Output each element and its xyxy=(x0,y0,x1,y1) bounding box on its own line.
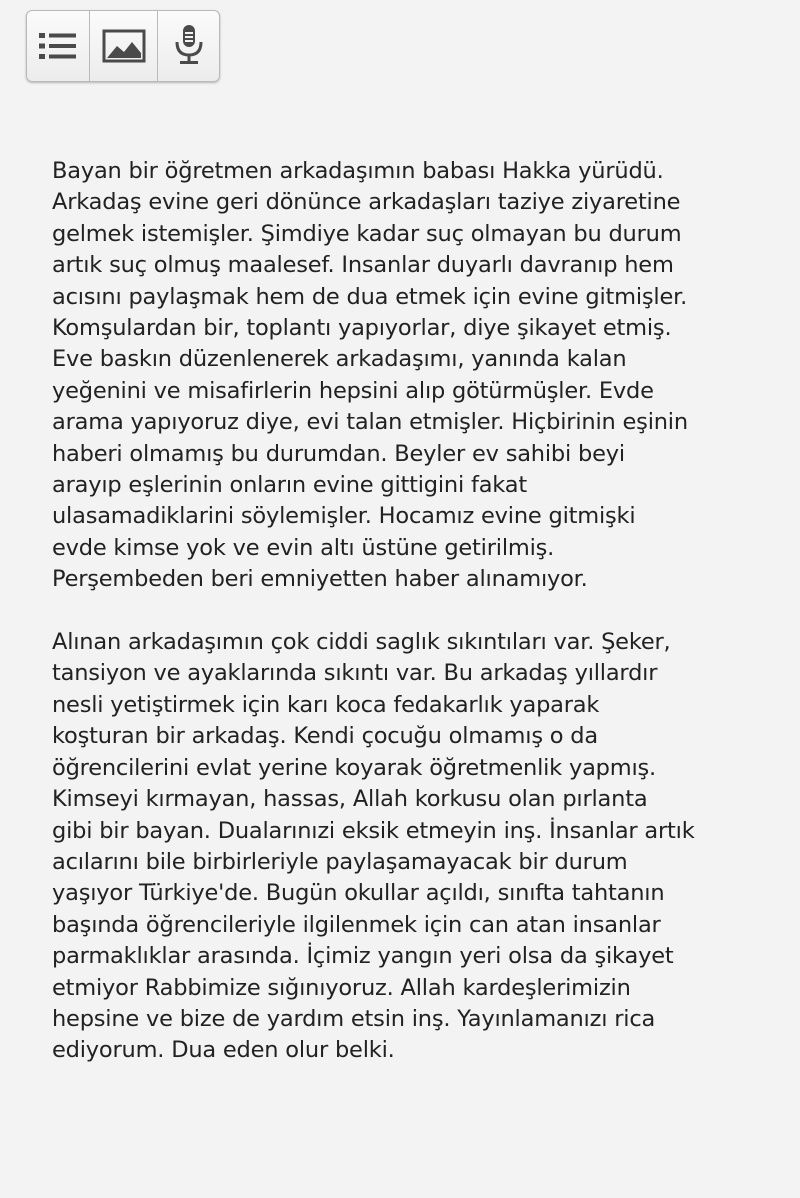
text-line: Alınan arkadaşımın çok ciddi saglık sıkıntıları var. Şeker, xyxy=(52,629,671,656)
text-line: arama yapıyoruz diye, evi talan etmişler. Hiçbirinin eşinin xyxy=(52,409,688,436)
text-line: öğrencilerini evlat yerine koyarak öğretmenlik yapmış. xyxy=(52,754,656,781)
text-line: etmiyor Rabbimize sığınıyoruz. Allah kardeşlerimizin xyxy=(52,974,631,1001)
microphone-button[interactable] xyxy=(158,11,219,81)
text-line: gelmek istemişler. Şimdiye kadar suç olmayan bu durum xyxy=(52,220,682,247)
editor-toolbar xyxy=(26,10,220,82)
text-line: acısını paylaşmak hem de dua etmek için evine gitmişler. xyxy=(52,283,688,310)
text-line: artık suç olmuş maalesef. Insanlar duyarlı davranıp hem xyxy=(52,252,674,279)
text-line: gibi bir bayan. Dualarınızi eksik etmeyin inş. İnsanlar artık xyxy=(52,817,695,844)
text-line: başında öğrencileriyle ilgilenmek için can atan insanlar xyxy=(52,911,661,938)
list-button[interactable] xyxy=(27,11,90,81)
text-line: ediyorum. Dua eden olur belki. xyxy=(52,1037,395,1064)
text-line: evde kimse yok ve evin altı üstüne getirilmiş. xyxy=(52,534,555,561)
text-line: Perşembeden beri emniyetten haber alınamıyor. xyxy=(52,566,588,593)
text-line: Komşulardan bir, toplantı yapıyorlar, diye şikayet etmiş. xyxy=(52,315,672,342)
text-line: ulasamadiklarini söylemişler. Hocamız evine gitmişki xyxy=(52,503,636,530)
text-line: Eve baskın düzenlenerek arkadaşımı, yanında kalan xyxy=(52,346,627,373)
image-icon xyxy=(102,29,146,63)
text-line: haberi olmamış bu durumdan. Beyler ev sahibi beyi xyxy=(52,440,625,467)
text-line: hepsine ve bize de yardım etsin inş. Yayınlamanızı rica xyxy=(52,1005,656,1032)
paragraph-1 xyxy=(52,156,764,596)
text-line: koşturan bir arkadaş. Kendi çocuğu olmamış o da xyxy=(52,723,598,750)
text-line: tansiyon ve ayaklarında sıkıntı var. Bu arkadaş yıllardır xyxy=(52,660,658,687)
text-line: parmaklıklar arasında. İçimiz yangın yeri olsa da şikayet xyxy=(52,943,674,970)
text-line: Bayan bir öğretmen arkadaşımın babası Hakka yürüdü. xyxy=(52,158,664,184)
post-body xyxy=(52,156,764,1098)
text-line: yaşıyor Türkiye'de. Bugün okullar açıldı, sınıfta tahtanın xyxy=(52,880,665,907)
list-icon xyxy=(38,30,78,62)
image-button[interactable] xyxy=(90,11,158,81)
text-line: arayıp eşlerinin onların evine gittigini fakat xyxy=(52,472,527,499)
text-line: nesli yetiştirmek için karı koca fedakarlık yaparak xyxy=(52,691,600,718)
text-line: Kimseyi kırmayan, hassas, Allah korkusu olan pırlanta xyxy=(52,786,648,813)
text-line: yeğenini ve misafirlerin hepsini alıp götürmüşler. Evde xyxy=(52,377,654,404)
text-line: Arkadaş evine geri dönünce arkadaşları taziye ziyaretine xyxy=(52,189,681,216)
microphone-icon xyxy=(174,24,204,68)
text-line: acılarını bile birbirleriyle paylaşamayacak bir durum xyxy=(52,848,628,875)
paragraph-2 xyxy=(52,627,764,1067)
